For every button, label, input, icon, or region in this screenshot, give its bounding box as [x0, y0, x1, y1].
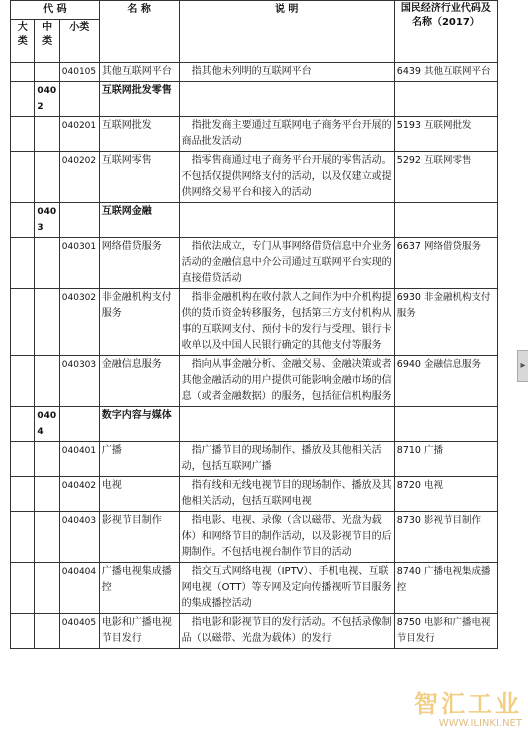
cell-name: 数字内容与媒体	[99, 407, 179, 442]
cell-major	[11, 407, 35, 442]
cell-middle: 0403	[35, 203, 59, 238]
cell-minor	[59, 82, 99, 117]
table-row	[11, 117, 498, 152]
cell-middle: 0404	[35, 407, 59, 442]
cell-minor: 040402	[59, 477, 99, 512]
header-code: 代 码	[11, 1, 100, 20]
cell-desc: 指其他未列明的互联网平台	[179, 63, 394, 82]
watermark-brand: 智汇工业	[414, 690, 522, 718]
cell-minor: 040405	[59, 614, 99, 649]
cell-national	[394, 407, 497, 442]
cell-desc: 指有线和无线电视节目的现场制作、播放及其他相关活动，包括互联网电视	[179, 477, 394, 512]
header-minor: 小类	[59, 20, 99, 63]
cell-national: 8730 影视节目制作	[394, 512, 497, 563]
cell-name: 电影和广播电视节目发行	[99, 614, 179, 649]
cell-minor: 040401	[59, 442, 99, 477]
cell-national: 8720 电视	[394, 477, 497, 512]
header-national: 国民经济行业代码及名称（2017）	[394, 1, 497, 63]
cell-major	[11, 152, 35, 203]
table-row	[11, 477, 498, 512]
cell-name: 广播电视集成播控	[99, 563, 179, 614]
cell-minor: 040202	[59, 152, 99, 203]
table-row	[11, 512, 498, 563]
cell-minor: 040301	[59, 238, 99, 289]
cell-desc: 指向从事金融分析、金融交易、金融决策或者其他金融活动的用户提供可能影响金融市场的信息（或者金融数据）的服务，包括征信机构服务	[179, 356, 394, 407]
watermark-logo	[392, 690, 522, 734]
cell-desc: 指电影和影视节目的发行活动。不包括录像制品（以磁带、光盘为载体）的发行	[179, 614, 394, 649]
cell-major	[11, 82, 35, 117]
cell-national: 5292 互联网零售	[394, 152, 497, 203]
cell-major	[11, 563, 35, 614]
cell-desc: 指广播节目的现场制作、播放及其他相关活动，包括互联网广播	[179, 442, 394, 477]
watermark-url: WWW.ILINKI.NET	[438, 718, 522, 729]
cell-major	[11, 203, 35, 238]
table-row	[11, 442, 498, 477]
header-major: 大类	[11, 20, 35, 63]
cell-desc: 指批发商主要通过互联网电子商务平台开展的商品批发活动	[179, 117, 394, 152]
table-row	[11, 238, 498, 289]
cell-middle	[35, 117, 59, 152]
cell-desc: 指非金融机构在收付款人之间作为中介机构提供的货币资金转移服务，包括第三方支付机构从事的互联网支付、预付卡的发行与受理、银行卡收单以及中国人民银行确定的其他支付等服务	[179, 289, 394, 356]
table-row	[11, 63, 498, 82]
table-row	[11, 152, 498, 203]
table-row	[11, 82, 498, 117]
side-expand-button[interactable]: ▸	[517, 350, 528, 382]
cell-middle	[35, 614, 59, 649]
cell-name: 电视	[99, 477, 179, 512]
cell-middle	[35, 512, 59, 563]
cell-middle: 0402	[35, 82, 59, 117]
cell-major	[11, 117, 35, 152]
cell-desc	[179, 82, 394, 117]
table-row	[11, 407, 498, 442]
cell-name: 互联网批发	[99, 117, 179, 152]
cell-desc	[179, 203, 394, 238]
cell-name: 金融信息服务	[99, 356, 179, 407]
cell-national: 6439 其他互联网平台	[394, 63, 497, 82]
cell-national: 5193 互联网批发	[394, 117, 497, 152]
cell-national: 6637 网络借贷服务	[394, 238, 497, 289]
cell-major	[11, 442, 35, 477]
cell-minor: 040403	[59, 512, 99, 563]
cell-minor	[59, 407, 99, 442]
cell-minor: 040105	[59, 63, 99, 82]
cell-middle	[35, 289, 59, 356]
cell-middle	[35, 477, 59, 512]
cell-national	[394, 203, 497, 238]
cell-desc: 指交互式网络电视（IPTV）、手机电视、互联网电视（OTT）等专网及定向传播视听节目服务的集成播控活动	[179, 563, 394, 614]
cell-name: 广播	[99, 442, 179, 477]
cell-middle	[35, 63, 59, 82]
cell-national	[394, 82, 497, 117]
cell-national: 8740 广播电视集成播控	[394, 563, 497, 614]
header-name: 名 称	[99, 1, 179, 63]
cell-desc: 指依法成立，专门从事网络借贷信息中介业务活动的金融信息中介公司通过互联网平台实现的直接借贷活动	[179, 238, 394, 289]
cell-minor: 040404	[59, 563, 99, 614]
header-middle: 中类	[35, 20, 59, 63]
cell-name: 互联网批发零售	[99, 82, 179, 117]
cell-national: 6930 非金融机构支付服务	[394, 289, 497, 356]
cell-middle	[35, 356, 59, 407]
classification-table	[10, 0, 498, 649]
cell-minor: 040302	[59, 289, 99, 356]
cell-national: 6940 金融信息服务	[394, 356, 497, 407]
cell-middle	[35, 238, 59, 289]
cell-major	[11, 512, 35, 563]
cell-national: 8710 广播	[394, 442, 497, 477]
header-desc: 说 明	[179, 1, 394, 63]
cell-minor	[59, 203, 99, 238]
cell-name: 互联网零售	[99, 152, 179, 203]
cell-national: 8750 电影和广播电视节目发行	[394, 614, 497, 649]
cell-major	[11, 289, 35, 356]
cell-major	[11, 63, 35, 82]
table-row	[11, 614, 498, 649]
cell-middle	[35, 152, 59, 203]
cell-major	[11, 238, 35, 289]
cell-desc	[179, 407, 394, 442]
cell-minor: 040201	[59, 117, 99, 152]
cell-major	[11, 477, 35, 512]
cell-name: 网络借贷服务	[99, 238, 179, 289]
cell-desc: 指电影、电视、录像（含以磁带、光盘为载体）和网络节目的制作活动，以及影视节目的后期制作。不包括电视台制作节目的活动	[179, 512, 394, 563]
cell-desc: 指零售商通过电子商务平台开展的零售活动。不包括仅提供网络支付的活动，以及仅建立或提供网络交易平台和接入的活动	[179, 152, 394, 203]
cell-name: 其他互联网平台	[99, 63, 179, 82]
cell-name: 非金融机构支付服务	[99, 289, 179, 356]
cell-middle	[35, 442, 59, 477]
cell-name: 影视节目制作	[99, 512, 179, 563]
table-row	[11, 356, 498, 407]
cell-minor: 040303	[59, 356, 99, 407]
table-row	[11, 203, 498, 238]
cell-major	[11, 356, 35, 407]
cell-name: 互联网金融	[99, 203, 179, 238]
table-row	[11, 289, 498, 356]
cell-major	[11, 614, 35, 649]
table-row	[11, 563, 498, 614]
cell-middle	[35, 563, 59, 614]
